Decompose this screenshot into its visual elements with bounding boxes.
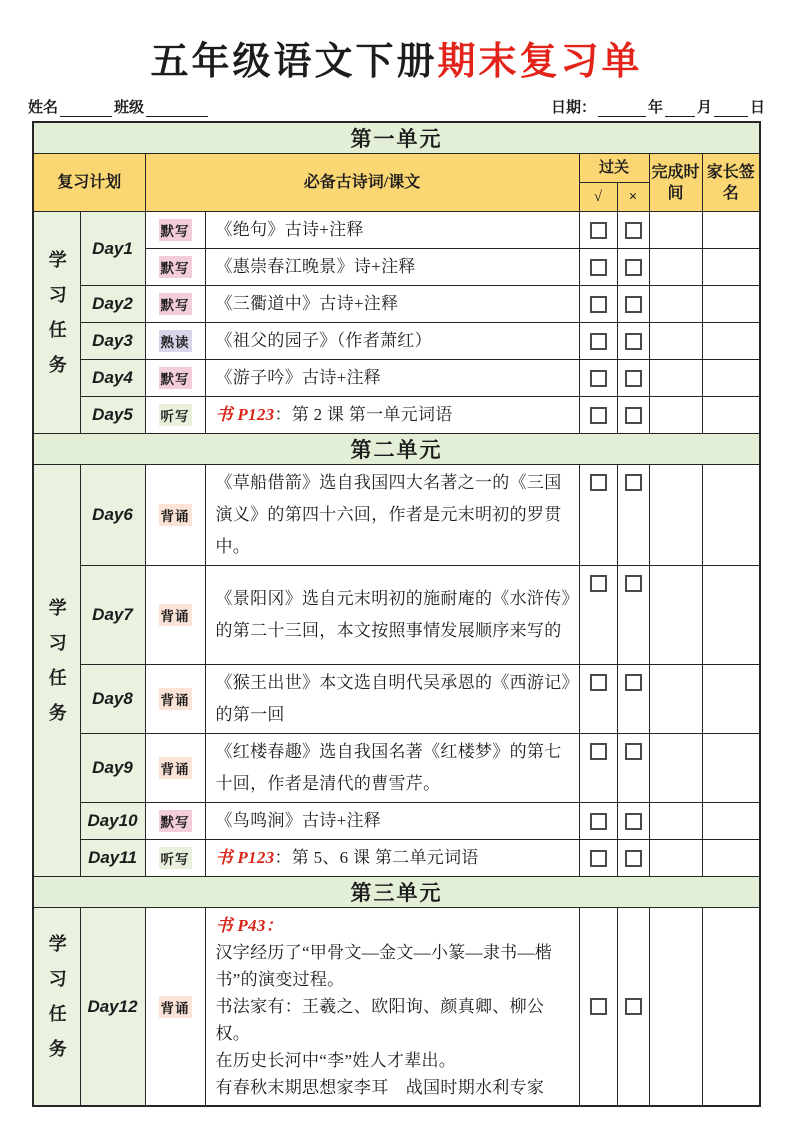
fail-checkbox[interactable] [625, 474, 642, 491]
unit-2-band: 第二单元 [33, 434, 760, 465]
fail-checkbox[interactable] [625, 222, 642, 239]
parent-sign-cell[interactable] [702, 840, 760, 877]
pass-yes-cell [579, 465, 617, 566]
pass-no-cell [617, 840, 649, 877]
table-row-day7 [33, 566, 760, 665]
pass-yes-cell [579, 212, 617, 249]
tag-cell [145, 397, 205, 434]
pass-yes-cell [579, 665, 617, 734]
pass-checkbox[interactable] [590, 850, 607, 867]
fail-checkbox[interactable] [625, 743, 642, 760]
content-cell: 《红楼春趣》选自我国名著《红楼梦》的第七十回，作者是清代的曹雪芹。 [205, 734, 579, 803]
meta-left [28, 96, 210, 117]
content-cell [205, 908, 579, 1107]
book-page-ref: 书 P123 [215, 405, 275, 424]
parent-sign-cell[interactable] [702, 360, 760, 397]
day10-cell: Day10 [80, 803, 145, 840]
day9-cell: Day9 [80, 734, 145, 803]
tag-cell [145, 803, 205, 840]
task-label-unit-1: 学习任务 [33, 212, 80, 434]
table-row-day8 [33, 665, 760, 734]
parent-sign-cell[interactable] [702, 566, 760, 665]
book-page-ref: 书 P43： [215, 916, 283, 935]
pass-yes-cell [579, 566, 617, 665]
day-label: 日 [749, 100, 765, 116]
tag-bei-song: 背诵 [159, 604, 192, 626]
day4-cell: Day4 [80, 360, 145, 397]
tag-mo-xie: 默写 [159, 810, 192, 832]
day11-cell: Day11 [80, 840, 145, 877]
pass-checkbox[interactable] [590, 333, 607, 350]
day3-cell: Day3 [80, 323, 145, 360]
day12-cell: Day12 [80, 908, 145, 1107]
col-header-pass: 过关 [579, 154, 649, 183]
finish-time-cell[interactable] [649, 908, 702, 1107]
title-main: 五年级语文下册 [150, 41, 438, 83]
pass-no-cell [617, 566, 649, 665]
finish-time-cell[interactable] [649, 323, 702, 360]
content-cell: 《三衢道中》古诗+注释 [205, 286, 579, 323]
page-title [0, 36, 793, 88]
name-label: 姓名 [28, 100, 59, 116]
content-cell: 《景阳冈》选自元末明初的施耐庵的《水浒传》的第二十三回，本文按照事情发展顺序来写的 [205, 566, 579, 665]
pass-yes-cell [579, 323, 617, 360]
table-row-day10 [33, 803, 760, 840]
parent-sign-cell[interactable] [702, 465, 760, 566]
col-header-plan: 复习计划 [33, 154, 145, 212]
parent-sign-cell[interactable] [702, 249, 760, 286]
tag-bei-song: 背诵 [159, 757, 192, 779]
month-blank-field[interactable] [665, 102, 695, 117]
content-cell: 《绝句》古诗+注释 [205, 212, 579, 249]
parent-sign-cell[interactable] [702, 734, 760, 803]
pass-yes-cell [579, 734, 617, 803]
pass-yes-cell [579, 360, 617, 397]
finish-time-cell[interactable] [649, 566, 702, 665]
table-row-day3 [33, 323, 760, 360]
finish-time-cell[interactable] [649, 465, 702, 566]
content-cell: 《草船借箭》选自我国四大名著之一的《三国演义》的第四十六回，作者是元末明初的罗贯中。 [205, 465, 579, 566]
table-row-day5 [33, 397, 760, 434]
tag-cell [145, 566, 205, 665]
pass-no-cell [617, 397, 649, 434]
tag-bei-song: 背诵 [159, 688, 192, 710]
tag-ting-xie: 听写 [159, 404, 192, 426]
content-cell: 《猴王出世》本文选自明代吴承恩的《西游记》的第一回 [205, 665, 579, 734]
col-header-finish-time: 完成时间 [649, 154, 702, 212]
tag-cell [145, 249, 205, 286]
fail-checkbox[interactable] [625, 850, 642, 867]
fail-checkbox[interactable] [625, 407, 642, 424]
day2-cell: Day2 [80, 286, 145, 323]
class-label: 班级 [114, 100, 145, 116]
tag-ting-xie: 听写 [159, 847, 192, 869]
pass-no-cell [617, 465, 649, 566]
table-row-day6 [33, 465, 760, 566]
table-row-day4 [33, 360, 760, 397]
year-blank-field[interactable] [598, 102, 646, 117]
table-row-day2 [33, 286, 760, 323]
parent-sign-cell[interactable] [702, 803, 760, 840]
finish-time-cell[interactable] [649, 360, 702, 397]
col-header-pass-yes: √ [579, 183, 617, 212]
pass-no-cell [617, 360, 649, 397]
pass-no-cell [617, 908, 649, 1107]
parent-sign-cell[interactable] [702, 397, 760, 434]
content-line: 有春秋末期思想家李耳 战国时期水利专家 [215, 1078, 545, 1097]
table-row-day1a [33, 212, 760, 249]
finish-time-cell[interactable] [649, 212, 702, 249]
tag-cell [145, 212, 205, 249]
parent-sign-cell[interactable] [702, 286, 760, 323]
content-cell: 《游子吟》古诗+注释 [205, 360, 579, 397]
fail-checkbox[interactable] [625, 813, 642, 830]
fail-checkbox[interactable] [625, 998, 642, 1015]
pass-no-cell [617, 286, 649, 323]
pass-yes-cell [579, 286, 617, 323]
pass-no-cell [617, 665, 649, 734]
pass-checkbox[interactable] [590, 407, 607, 424]
fail-checkbox[interactable] [625, 333, 642, 350]
year-label: 年 [647, 100, 663, 116]
col-header-parent-sign: 家长签名 [702, 154, 760, 212]
table-row-day12 [33, 908, 760, 1107]
pass-checkbox[interactable] [590, 222, 607, 239]
finish-time-cell[interactable] [649, 286, 702, 323]
day7-cell: Day7 [80, 566, 145, 665]
pass-checkbox[interactable] [590, 813, 607, 830]
date-label: 日期： [550, 100, 596, 116]
pass-no-cell [617, 734, 649, 803]
fail-checkbox[interactable] [625, 674, 642, 691]
class-blank-field[interactable] [146, 102, 208, 117]
tag-shu-du: 熟读 [159, 330, 192, 352]
finish-time-cell[interactable] [649, 734, 702, 803]
meta-right [551, 96, 765, 117]
task-label-unit-2: 学习任务 [33, 465, 80, 877]
review-table [32, 121, 761, 1107]
tag-mo-xie: 默写 [159, 293, 192, 315]
fail-checkbox[interactable] [625, 370, 642, 387]
parent-sign-cell[interactable] [702, 323, 760, 360]
content-line: 在历史长河中“李”姓人才辈出。 [215, 1051, 457, 1070]
pass-checkbox[interactable] [590, 575, 607, 592]
task-label-unit-3: 学习任务 [33, 908, 80, 1107]
pass-checkbox[interactable] [590, 259, 607, 276]
pass-no-cell [617, 249, 649, 286]
content-cell: 书 P123：第 2 课 第一单元词语 [205, 397, 579, 434]
fail-checkbox[interactable] [625, 296, 642, 313]
day-blank-field[interactable] [714, 102, 748, 117]
parent-sign-cell[interactable] [702, 212, 760, 249]
tag-cell [145, 323, 205, 360]
table-row-day9 [33, 734, 760, 803]
day8-cell: Day8 [80, 665, 145, 734]
col-header-content: 必备古诗词/课文 [145, 154, 579, 212]
finish-time-cell[interactable] [649, 803, 702, 840]
day5-cell: Day5 [80, 397, 145, 434]
title-highlight: 期末复习单 [437, 41, 643, 83]
finish-time-cell[interactable] [649, 397, 702, 434]
pass-checkbox[interactable] [590, 674, 607, 691]
content-cell: 《祖父的园子》（作者萧红） [205, 323, 579, 360]
fail-checkbox[interactable] [625, 259, 642, 276]
content-cell: 《鸟鸣涧》古诗+注释 [205, 803, 579, 840]
tag-mo-xie: 默写 [159, 219, 192, 241]
pass-checkbox[interactable] [590, 296, 607, 313]
pass-checkbox[interactable] [590, 370, 607, 387]
pass-no-cell [617, 323, 649, 360]
pass-checkbox[interactable] [590, 474, 607, 491]
finish-time-cell[interactable] [649, 249, 702, 286]
parent-sign-cell[interactable] [702, 665, 760, 734]
day1-cell: Day1 [80, 212, 145, 286]
pass-checkbox[interactable] [590, 998, 607, 1015]
tag-mo-xie: 默写 [159, 367, 192, 389]
pass-no-cell [617, 803, 649, 840]
tag-cell [145, 465, 205, 566]
tag-cell [145, 840, 205, 877]
name-blank-field[interactable] [60, 102, 112, 117]
pass-yes-cell [579, 908, 617, 1107]
month-label: 月 [696, 100, 712, 116]
unit-3-band: 第三单元 [33, 877, 760, 908]
tag-mo-xie: 默写 [159, 256, 192, 278]
content-cell: 书 P123：第 5、6 课 第二单元词语 [205, 840, 579, 877]
parent-sign-cell[interactable] [702, 908, 760, 1107]
tag-cell [145, 665, 205, 734]
content-cell: 《惠崇春江晚景》诗+注释 [205, 249, 579, 286]
fail-checkbox[interactable] [625, 575, 642, 592]
tag-bei-song: 背诵 [159, 504, 192, 526]
pass-yes-cell [579, 803, 617, 840]
tag-cell [145, 360, 205, 397]
pass-yes-cell [579, 840, 617, 877]
col-header-pass-no: × [617, 183, 649, 212]
content-line: 汉字经历了“甲骨文—金文—小篆—隶书—楷书”的演变过程。 [215, 943, 553, 989]
tag-bei-song: 背诵 [159, 996, 192, 1018]
tag-cell [145, 908, 205, 1107]
pass-yes-cell [579, 249, 617, 286]
finish-time-cell[interactable] [649, 840, 702, 877]
table-row-day11 [33, 840, 760, 877]
day6-cell: Day6 [80, 465, 145, 566]
content-line: 书法家有：王羲之、欧阳询、颜真卿、柳公权。 [215, 997, 545, 1043]
finish-time-cell[interactable] [649, 665, 702, 734]
tag-cell [145, 286, 205, 323]
pass-checkbox[interactable] [590, 743, 607, 760]
book-page-ref: 书 P123 [215, 848, 275, 867]
tag-cell [145, 734, 205, 803]
meta-row [28, 96, 765, 117]
pass-yes-cell [579, 397, 617, 434]
unit-1-band: 第一单元 [33, 122, 760, 154]
pass-no-cell [617, 212, 649, 249]
